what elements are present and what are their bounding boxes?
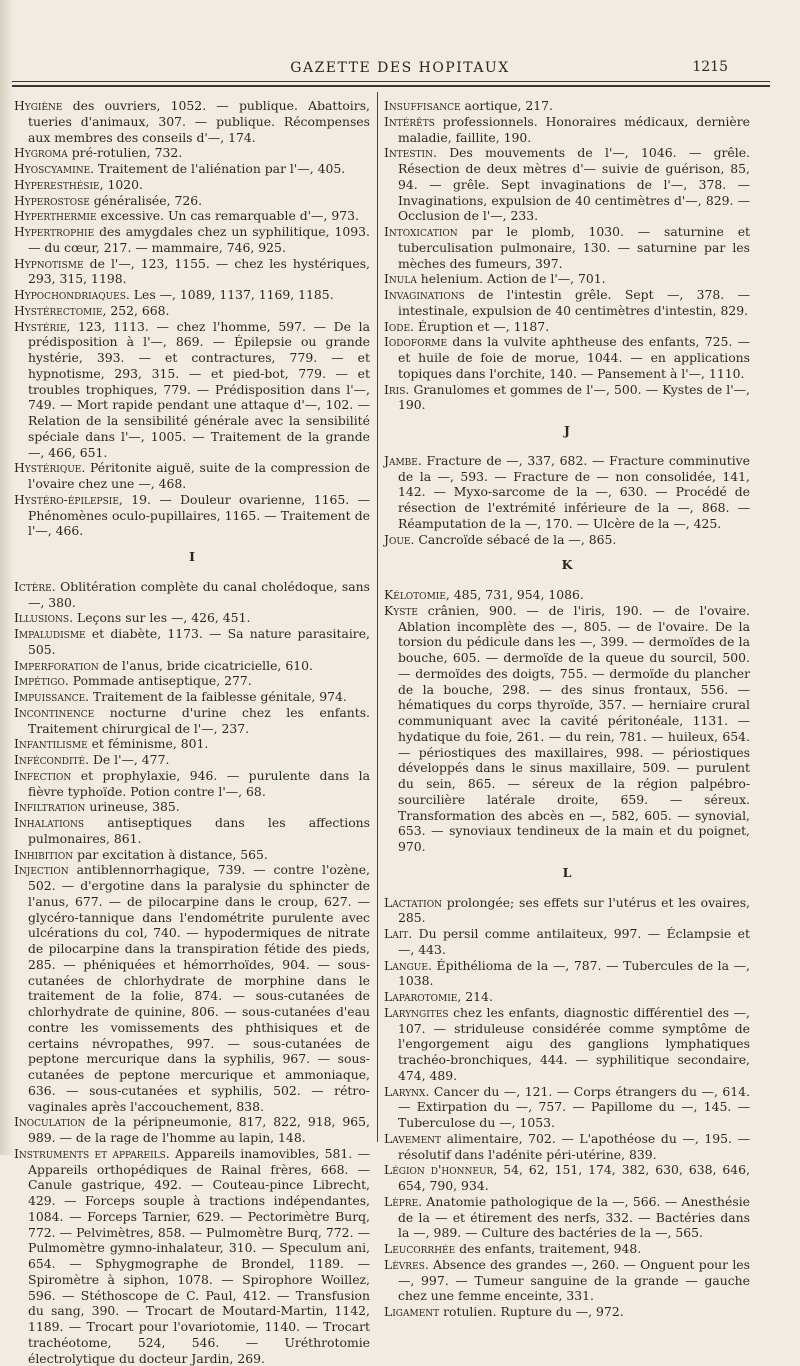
index-entry: [14, 224, 370, 256]
page-header: [0, 60, 800, 80]
entry-text: . Oblitération complète du canal cholédoque, sans —, 380.: [28, 578, 370, 610]
entry-headword: Langue: [384, 957, 428, 973]
index-entry: [14, 705, 370, 737]
entry-headword: Jambe: [384, 452, 418, 468]
entry-headword: Lavement: [384, 1130, 442, 1146]
entry-text: . Absence des grandes —, 260. — Onguent pour les —, 997. — Tumeur sanguine de la grande — gauche chez une femme enceinte, 331.: [398, 1256, 750, 1304]
entry-headword: Iris: [384, 381, 406, 397]
entry-headword: Laparotomie: [384, 989, 458, 1004]
entry-headword: Infantilisme: [14, 736, 88, 752]
index-entry: [384, 1131, 750, 1163]
entry-text: nocturne d'urine chez les enfants. Traitement chirurgical de l'—, 237.: [28, 704, 370, 736]
index-entry: [384, 287, 750, 319]
entry-headword: Impétigo: [14, 673, 65, 689]
entry-headword: Inoculation: [14, 1114, 86, 1130]
entry-text: . Péritonite aiguë, suite de la compression de l'ovaire chez une —, 468.: [28, 460, 370, 491]
index-entry: [14, 752, 370, 768]
entry-text: des amygdales chez un syphilitique, 1093. — du cœur, 217. — mammaire, 746, 925.: [28, 224, 370, 255]
entry-text: professionnels. Honoraires médicaux, dernière maladie, faillite, 190.: [398, 113, 750, 145]
entry-headword: Hyperostose: [14, 192, 90, 208]
entry-headword: Ligament: [384, 1304, 440, 1319]
entry-headword: Ictère: [14, 578, 52, 594]
index-entry: [384, 1257, 750, 1304]
entry-text: des enfants, traitement, 948.: [455, 1241, 642, 1256]
entry-headword: Illusions: [14, 610, 70, 626]
entry-text: . Les —, 1089, 1137, 1169, 1185.: [125, 287, 334, 302]
entry-text: généralisée, 726.: [89, 192, 203, 208]
entry-headword: Larynx: [384, 1083, 426, 1099]
header-rule-thin: [12, 81, 770, 82]
section-letter: K: [561, 557, 573, 573]
entry-text: . Granulomes et gommes de l'—, 500. — Kystes de l'—, 190.: [398, 381, 750, 413]
index-entry: [384, 271, 750, 287]
index-entry: [384, 1304, 750, 1320]
index-entry: [384, 1241, 750, 1257]
entry-headword: Infiltration: [14, 799, 86, 815]
entry-headword: Hypochondriaques: [14, 287, 126, 302]
entry-text: , 123, 1113. — chez l'homme, 597. — De la prédisposition à l'—, 869. — Épilepsie ou grande hystérie, 393. — et contractures, 779. — et hypnotisme, 293, 315. — et pied-bot, 779. — et troubles trophiques, 779. — Prédisposition dans l'—, 749. — Mort rapide pendant une attaque d'—, 102. — Relation de la sensibilité générale avec la sensibilité spéciale dans l'—, 1005. — Traitement de la grande —, 466, 651.: [28, 318, 370, 460]
entry-text: . Des mouvements de l'—, 1046. — grêle. Résection de deux mètres d'— suivie de guérison, 85, 94. — grêle. Sept invaginations de l'—, 378. — Invaginations, expulsion de 40 centimètres d'—, 829. — Occlusion de l'—, 233.: [398, 145, 750, 224]
entry-headword: Iode: [384, 318, 411, 334]
index-entry: [384, 114, 750, 146]
index-entry: [14, 610, 370, 626]
entry-text: de l'—, 123, 1155. — chez les hystériques, 293, 315, 1198.: [28, 255, 370, 287]
entry-text: . Cancroïde sébacé de la —, 865.: [410, 531, 617, 547]
entry-text: et féminisme, 801.: [87, 736, 209, 752]
entry-headword: Iodoforme: [384, 334, 448, 350]
entry-text: alimentaire, 702. — L'apothéose du —, 195. — résolutif dans l'adénite péri-utérine, 839.: [398, 1130, 750, 1162]
entry-text: . Éruption et —, 1187.: [410, 318, 550, 334]
index-entry: [14, 161, 370, 177]
entry-text: . Anatomie pathologique de la —, 566. — Anesthésie de la — et étirement des nerfs, 332. — Bactéries dans la —, 989. — Culture des bactéries de la —, 565.: [398, 1193, 750, 1241]
index-entry: [14, 736, 370, 752]
entry-text: de l'anus, bride cicatricielle, 610.: [98, 657, 313, 673]
index-entry: [384, 224, 750, 271]
entry-text: . Traitement de l'aliénation par l'—, 405.: [90, 161, 346, 176]
entry-headword: Injection: [14, 862, 69, 878]
entry-text: , 54, 62, 151, 174, 382, 630, 638, 646, 654, 790, 934.: [398, 1162, 751, 1193]
entry-headword: Infection: [14, 767, 72, 783]
entry-text: des ouvriers, 1052. — publique. Abattoirs, tueries d'animaux, 307. — publique. Récompenses aux membres des conseils d'—, 174.: [28, 98, 370, 145]
index-entry: [14, 658, 370, 674]
entry-headword: Intoxication: [384, 224, 458, 239]
index-entry: [14, 287, 370, 303]
entry-headword: Incontinence: [14, 704, 95, 720]
index-entry: [384, 453, 750, 532]
index-entry: [384, 145, 750, 224]
entry-text: excessive. Un cas remarquable d'—, 973.: [96, 208, 359, 224]
entry-text: helenium. Action de l'—, 701.: [416, 271, 606, 287]
entry-text: . Pommade antiseptique, 277.: [64, 673, 252, 689]
index-entry: [14, 799, 370, 815]
entry-text: crânien, 900. — de l'iris, 190. — de l'ovaire. Ablation incomplète des —, 805. — de l'ovaire. De la torsion du pédicule dans les —, 399. — dermoïdes de la bouche, 605. — dermoïde de la queue du sourcil, 500. — dermoïdes des doigts, 755. — dermoïde du plancher de la bouche, 298. — des sinus frontaux, 556. — hématiques du corps thyroïde, 357. — herniaire crural communiquant avec la cavité péritonéale, 1131. — hydatique du foie, 261. — du rein, 781. — huileux, 654. — périostiques des maxillaires, 998. — périostiques développés dans le sinus maxillaire, 509. — purulent du sein, 865. — séreux de la région palpébro-sourcilière latérale droite, 659. — séreux. Transformation des abcès en —, 582, 605. — synovial, 653. — synoviaux tendineux de la main et du poignet, 970.: [398, 602, 750, 854]
index-column-right: [384, 98, 750, 1320]
entry-headword: Leucorrhée: [384, 1241, 456, 1256]
section-letter: J: [564, 423, 570, 438]
entry-headword: Hypertrophie: [14, 224, 95, 239]
entry-text: rotulien. Rupture du —, 972.: [439, 1304, 624, 1319]
entry-text: . Leçons sur les —, 426, 451.: [69, 610, 251, 626]
entry-headword: Hygroma: [14, 145, 68, 161]
entry-headword: Instruments et appareils: [14, 1145, 166, 1161]
index-entry: [14, 319, 370, 461]
index-entry: [384, 926, 750, 958]
section-letter: I: [189, 549, 195, 564]
entry-text: chez les enfants, diagnostic différentiel des —, 107. — striduleuse considérée comme symptôme de l'engorgement aigu des ganglions lymphatiques trachéo-bronchiques, 444. — syphilitique secondaire, 474, 489.: [398, 1004, 750, 1083]
entry-text: antiblennorrhagique, 739. — contre l'ozène, 502. — d'ergotine dans la paralysie du sphincter de l'anus, 677. — de pilocarpine dans le croup, 627. — glycéro-tannique dans l'endométrite purulente avec ulcérations du col, 740. — hypodermiques de nitrate de pilocarpine dans la transpiration fétide des pieds, 285. — phéniquées et hémorrhoïdes, 904. — sous-cutanées de chlorhydrate de morphine dans le traitement de la folie, 874. — sous-cutanées de chlorhydrate de quinine, 806. — sous-cutanées d'eau contre les vomissements des phthisiques et de certains névropathes, 997. — sous-cutanées de peptone mercurique dans la syphilis, 967. — sous-cutanées de peptone mercurique et ammoniaque, 636. — sous-cutanées et syphilis, 502. — rétro-vaginales après l'accouchement, 838.: [28, 862, 370, 1114]
index-entry: [384, 1194, 750, 1241]
entry-headword: Infécondité: [14, 752, 86, 767]
index-entry: [14, 98, 370, 145]
entry-text: et diabète, 1173. — Sa nature parasitaire, 505.: [28, 626, 370, 657]
index-entry: [384, 603, 750, 855]
index-entry: [384, 1162, 750, 1194]
entry-headword: Hyperesthésie: [14, 176, 100, 192]
entry-text: urineuse, 385.: [85, 799, 180, 815]
entry-text: prolongée; ses effets sur l'utérus et les ovaires, 285.: [398, 894, 750, 926]
index-entry: [14, 689, 370, 705]
index-entry: [14, 1146, 370, 1366]
entry-headword: Lait: [384, 926, 409, 941]
entry-text: . Fracture de —, 337, 682. — Fracture comminutive de la —, 593. — Fracture de — non consolidée, 141, 142. — Myxo-sarcome de la —, 630. — Procédé de résection de l'extrémité inférieure de la —, 868. — Réamputation de la —, 170. — Ulcère de la —, 425.: [398, 452, 750, 531]
entry-headword: Kélotomie: [384, 587, 446, 602]
index-entry: [14, 579, 370, 611]
index-column-left: [14, 98, 370, 1366]
entry-headword: Impuissance: [14, 689, 86, 704]
entry-headword: Laryngites: [384, 1004, 449, 1020]
entry-text: et prophylaxie, 946. — purulente dans la fièvre typhoïde. Potion contre l'—, 68.: [28, 767, 370, 799]
entry-text: de l'intestin grêle. Sept —, 378. — intestinale, expulsion de 40 centimètres d'intestin, 829.: [398, 287, 750, 318]
entry-headword: Hyperthermie: [14, 208, 97, 224]
index-entry: [14, 1114, 370, 1146]
entry-headword: Hypnotisme: [14, 255, 84, 271]
index-entry: [384, 587, 750, 603]
entry-headword: Inhalations: [14, 815, 85, 830]
index-entry: [384, 319, 750, 335]
index-entry: [384, 382, 750, 414]
entry-headword: Hystérie: [14, 318, 67, 334]
entry-text: , 214.: [457, 989, 493, 1004]
entry-headword: Inula: [384, 271, 417, 287]
entry-text: . De l'—, 477.: [85, 752, 170, 767]
entry-headword: Lactation: [384, 894, 442, 910]
entry-headword: Intérêts: [384, 113, 435, 129]
entry-headword: Lèpre: [384, 1193, 419, 1209]
index-entry: [14, 256, 370, 288]
entry-headword: Intestin: [384, 145, 433, 161]
entry-headword: Invaginations: [384, 287, 465, 302]
entry-headword: Lèvres: [384, 1256, 425, 1272]
index-entry: [14, 460, 370, 492]
index-entry: [384, 958, 750, 990]
entry-headword: Insuffisance: [384, 98, 461, 113]
entry-headword: Légion d'honneur: [384, 1162, 494, 1178]
entry-text: . Du persil comme antilaiteux, 997. — Éclampsie et —, 443.: [398, 926, 750, 957]
entry-headword: Impaludisme: [14, 626, 86, 641]
entry-headword: Hyoscyamine: [14, 161, 91, 176]
entry-text: , 252, 668.: [102, 302, 170, 318]
index-entry: [14, 492, 370, 539]
index-entry: [14, 145, 370, 161]
index-entry: [384, 989, 750, 1005]
entry-text: , 1020.: [99, 176, 143, 192]
journal-title: GAZETTE DES HOPITAUX: [290, 60, 510, 76]
entry-text: dans la vulvite aphtheuse des enfants, 725. — et huile de foie de morue, 1044. — en applications topiques dans l'orchite, 140. — Pansement à l'—, 1110.: [398, 334, 750, 381]
index-entry: [384, 532, 750, 548]
entry-headword: Inhibition: [14, 846, 74, 862]
section-letter: L: [562, 864, 572, 880]
index-entry: [14, 847, 370, 863]
index-entry: [14, 303, 370, 319]
index-entry: [384, 1084, 750, 1131]
index-entry: [14, 768, 370, 800]
column-divider: [377, 92, 378, 1142]
entry-headword: Hystéro-épilepsie: [14, 491, 119, 507]
entry-text: par excitation à distance, 565.: [73, 846, 268, 862]
page-edge-shadow: [0, 0, 14, 1155]
index-entry: [14, 177, 370, 193]
index-entry: [384, 895, 750, 927]
page-number: 1215: [692, 59, 728, 75]
entry-text: . Appareils inamovibles, 581. — Appareils orthopédiques de Rainal frères, 668. — Canule gastrique, 492. — Couteau-pince Librecht, 429. — Forceps souple à tractions indépendantes, 1084. — Forceps Tarnier, 629. — Pectorimètre Burq, 772. — Pelvimètres, 858. — Pulmomètre Burq, 772. — Pulmomètre gymno-inhalateur, 310. — Speculum ani, 654. — Sphygmographe de Brondel, 1189. — Spiromètre à siphon, 1078. — Spirophore Woillez, 596. — Stéthoscope de C. Paul, 412. — Transfusion du sang, 390. — Trocart de Moutard-Martin, 1142, 1189. — Trocart pour l'ovariotomie, 1140. — Trocart trachéotome, 524, 546. — Uréthrotomie électrolytique du docteur Jardin, 269.: [28, 1145, 370, 1366]
entry-headword: Hystérique: [14, 460, 82, 476]
entry-text: . Cancer du —, 121. — Corps étrangers du —, 614. — Extirpation du —, 757. — Papillome du —, 145. — Tuberculose du —, 1053.: [398, 1083, 750, 1130]
entry-text: . Traitement de la faiblesse génitale, 974.: [85, 689, 347, 704]
entry-text: antiseptiques dans les affections pulmonaires, 861.: [28, 815, 370, 846]
index-entry: [14, 208, 370, 224]
entry-headword: Kyste: [384, 602, 418, 618]
index-entry: [384, 1005, 750, 1084]
index-entry: [14, 626, 370, 658]
entry-headword: Joue: [384, 531, 411, 547]
index-entry: [14, 815, 370, 847]
index-entry: [14, 862, 370, 1114]
header-rule-thick: [12, 85, 770, 87]
entry-headword: Hystérectomie: [14, 302, 103, 318]
index-entry: [14, 193, 370, 209]
index-entry: [384, 98, 750, 114]
entry-text: par le plomb, 1030. — saturnine et tuberculisation pulmonaire, 130. — saturnine par les mèches des fumeurs, 397.: [398, 224, 750, 271]
entry-text: de la péripneumonie, 817, 822, 918, 965, 989. — de la rage de l'homme au lapin, 148.: [28, 1114, 370, 1145]
entry-text: , 19. — Douleur ovarienne, 1165. — Phénomènes oculo-pupillaires, 1165. — Traitement de l'—, 466.: [28, 491, 370, 539]
entry-headword: Imperforation: [14, 657, 99, 673]
index-entry: [384, 334, 750, 381]
index-entry: [14, 673, 370, 689]
entry-text: pré-rotulien, 732.: [67, 145, 183, 161]
entry-text: , 485, 731, 954, 1086.: [445, 587, 584, 602]
entry-text: aortique, 217.: [460, 98, 553, 113]
entry-headword: Hygiène: [14, 98, 63, 113]
entry-text: . Épithélioma de la —, 787. — Tubercules de la —, 1038.: [398, 957, 750, 989]
